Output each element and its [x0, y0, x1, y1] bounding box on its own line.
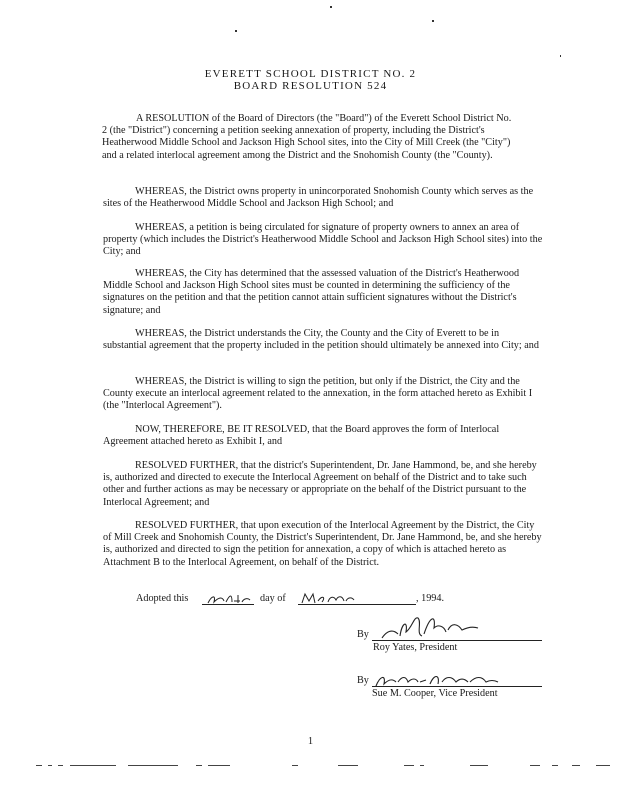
whereas-paragraph-5: WHEREAS, the District is willing to sign the petition, but only if the District, the City and the County execute an interlocal agreement related to the annexation, in the form attached hereto as Exhibit I (the "Interlocal Agreement"). — [103, 376, 533, 412]
scan-artifact — [58, 765, 63, 766]
whereas-paragraph-2: WHEREAS, a petition is being circulated for signature of property owners to annex an area of property (which includes the District's Heatherwood Middle School and Jackson High School sites) into the City; and — [103, 222, 543, 258]
whereas-paragraph-3: WHEREAS, the City has determined that the assessed valuation of the District's Heatherwood Middle School and Jackson High School sites must be counted in determining the sufficiency of the signatures on the petition and that the petition cannot attain sufficient signatures without the District's signature; and — [103, 268, 520, 316]
scan-speck — [432, 20, 434, 22]
adopted-year: , 1994. — [416, 593, 445, 604]
scan-artifact — [404, 765, 414, 766]
resolved-further-paragraph-2: RESOLVED FURTHER, that upon execution of the Interlocal Agreement by the District, the City of Mill Creek and Snohomish County, the District's Superintendent, Dr. Jane Hammond, be, and she hereby is, authorized and directed to sign the petition for annexation, a copy of which is attached hereto as Attachment B to the Interlocal Agreement, on behalf of the District. — [103, 520, 542, 568]
scan-artifact — [208, 765, 230, 766]
adopted-day-handwriting — [206, 592, 252, 606]
scan-speck — [560, 55, 561, 57]
resolution-title: BOARD RESOLUTION 524 — [233, 80, 388, 92]
page-number: 1 — [307, 736, 314, 747]
adopted-day-of: day of — [260, 593, 286, 604]
scan-artifact — [338, 765, 358, 766]
scan-artifact — [470, 765, 488, 766]
president-signature — [378, 612, 482, 642]
scan-artifact — [420, 765, 424, 766]
resolved-further-paragraph-1: RESOLVED FURTHER, that the district's Superintendent, Dr. Jane Hammond, be, and she hereby is, authorized and directed to execute the Interlocal Agreement on behalf of the District and to take such other and further actions as may be necessary or appropriate on the behalf of the District pursuant to the Interlocal Agreement; and — [103, 460, 537, 508]
scan-artifact — [572, 765, 580, 766]
resolution-intro: A RESOLUTION of the Board of Directors (the "Board") of the Everett School District No. 2 (the "District") concerning a petition seeking annexation of property, including the District's Heatherwood Middle School and Jackson High School sites, into the City of Mill Creek (the "City") and a related interlocal agreement among the District and the Snohomish County (the "County). — [102, 113, 512, 161]
whereas-paragraph-1: WHEREAS, the District owns property in unincorporated Snohomish County which serves as the sites of the Heatherwood Middle School and Jackson High School; and — [103, 186, 534, 210]
district-title: EVERETT SCHOOL DISTRICT NO. 2 — [204, 68, 417, 80]
scan-artifact — [128, 765, 178, 766]
scan-artifact — [48, 765, 52, 766]
scan-artifact — [292, 765, 298, 766]
scan-artifact — [552, 765, 558, 766]
whereas-paragraph-4: WHEREAS, the District understands the City, the County and the City of Everett to be in substantial agreement that the property included in the petition should ultimately be annexed into City; and — [103, 328, 539, 352]
scan-artifact — [196, 765, 202, 766]
scan-artifact — [70, 765, 116, 766]
scan-artifact — [36, 765, 42, 766]
adopted-month-handwriting — [300, 591, 356, 605]
vice-president-by-label: By — [357, 675, 369, 686]
adopted-prefix: Adopted this — [136, 593, 189, 604]
now-therefore-paragraph: NOW, THEREFORE, BE IT RESOLVED, that the Board approves the form of Interlocal Agreement attached hereto as Exhibit I, and — [103, 424, 500, 448]
scan-speck — [235, 30, 237, 32]
vice-president-name: Sue M. Cooper, Vice President — [372, 688, 498, 699]
scan-artifact — [530, 765, 540, 766]
president-by-label: By — [357, 629, 369, 640]
scan-speck — [330, 6, 332, 8]
president-name: Roy Yates, President — [373, 642, 458, 653]
scan-artifact — [596, 765, 610, 766]
